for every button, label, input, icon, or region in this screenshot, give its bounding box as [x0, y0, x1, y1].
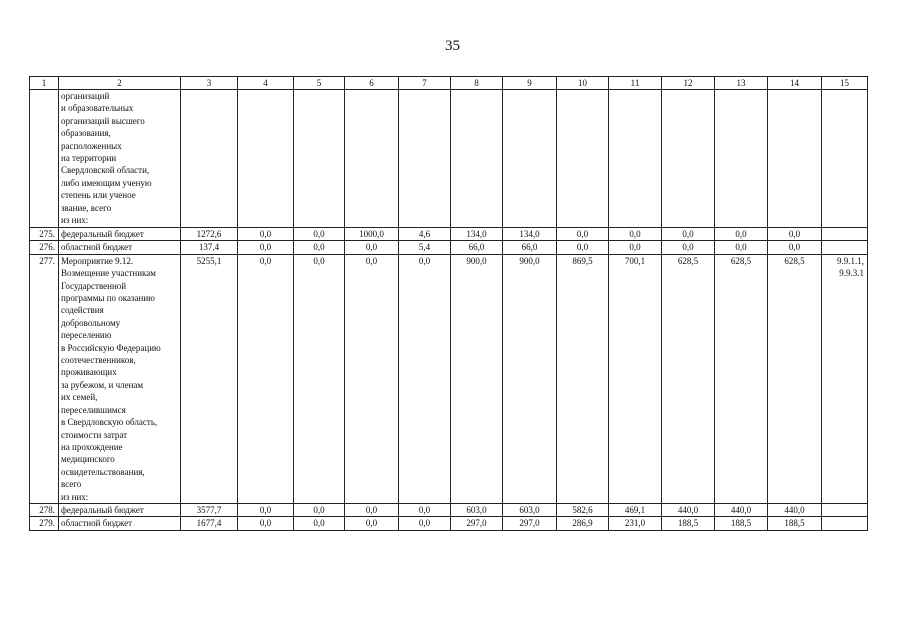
row-value: 0,0: [294, 228, 345, 241]
column-header: 2: [59, 77, 181, 90]
row-description: организаций и образовательных организаций высшего образования, расположенных на территории Свердловской области, либо имеющим ученую степень или ученое звание, всего из них:: [59, 90, 181, 228]
row-value: 900,0: [451, 254, 503, 503]
row-value: [451, 90, 503, 228]
row-description: федеральный бюджет: [59, 503, 181, 516]
row-value: 0,0: [715, 228, 768, 241]
row-value: [557, 90, 609, 228]
row-value: 0,0: [609, 241, 662, 254]
row-value: 297,0: [451, 517, 503, 530]
row-value: 4,6: [399, 228, 451, 241]
row-number: 275.: [30, 228, 59, 241]
row-value: [503, 90, 557, 228]
row-value: 3577,7: [181, 503, 238, 516]
row-value: 0,0: [715, 241, 768, 254]
row-value: 0,0: [294, 241, 345, 254]
row-value: 0,0: [345, 254, 399, 503]
row-description: федеральный бюджет: [59, 228, 181, 241]
row-value: 0,0: [399, 503, 451, 516]
row-value: 137,4: [181, 241, 238, 254]
row-value: 869,5: [557, 254, 609, 503]
row-value: 5255,1: [181, 254, 238, 503]
row-value: 0,0: [557, 241, 609, 254]
row-value: 700,1: [609, 254, 662, 503]
row-value: 134,0: [451, 228, 503, 241]
row-number: 278.: [30, 503, 59, 516]
row-value: 66,0: [451, 241, 503, 254]
row-value: 1000,0: [345, 228, 399, 241]
column-header: 15: [822, 77, 868, 90]
row-number: 277.: [30, 254, 59, 503]
row-value: [662, 90, 715, 228]
budget-table: [29, 76, 868, 531]
row-value: 0,0: [345, 241, 399, 254]
table-row: [30, 228, 868, 241]
row-value: 134,0: [503, 228, 557, 241]
row-value: 0,0: [238, 241, 294, 254]
column-header: 8: [451, 77, 503, 90]
row-value: 0,0: [609, 228, 662, 241]
row-number: 276.: [30, 241, 59, 254]
row-value: 0,0: [238, 254, 294, 503]
row-value: 0,0: [294, 517, 345, 530]
table-row: [30, 241, 868, 254]
row-value: [238, 90, 294, 228]
column-header: 13: [715, 77, 768, 90]
row-value: 628,5: [662, 254, 715, 503]
table-row: [30, 90, 868, 228]
row-value: 1677,4: [181, 517, 238, 530]
column-header: 3: [181, 77, 238, 90]
row-value: 0,0: [238, 517, 294, 530]
row-value: 900,0: [503, 254, 557, 503]
row-value: 628,5: [715, 254, 768, 503]
row-value: 66,0: [503, 241, 557, 254]
row-value: [345, 90, 399, 228]
row-value: 0,0: [557, 228, 609, 241]
table-row: [30, 254, 868, 503]
row-reference: 9.9.1.1, 9.9.3.1: [822, 254, 868, 503]
table-row: [30, 517, 868, 530]
row-value: 188,5: [662, 517, 715, 530]
column-header: 14: [768, 77, 822, 90]
row-value: 5,4: [399, 241, 451, 254]
row-value: 286,9: [557, 517, 609, 530]
row-description: Мероприятие 9.12. Возмещение участникам Государственной программы по оказанию содействия добровольному переселению в Российскую Федерацию соотечественников, проживающих за рубежом, и членам их семей, переселившимся в Свердловскую область, стоимости затрат на прохождение медицинского освидетельствования, всего из них:: [59, 254, 181, 503]
row-value: 603,0: [451, 503, 503, 516]
row-value: 582,6: [557, 503, 609, 516]
row-value: [181, 90, 238, 228]
row-value: 0,0: [768, 228, 822, 241]
row-value: [294, 90, 345, 228]
column-header: 11: [609, 77, 662, 90]
table-row: [30, 503, 868, 516]
row-value: [768, 90, 822, 228]
row-value: 188,5: [715, 517, 768, 530]
row-value: 1272,6: [181, 228, 238, 241]
row-value: 440,0: [768, 503, 822, 516]
row-reference: [822, 241, 868, 254]
row-value: 603,0: [503, 503, 557, 516]
row-value: 0,0: [399, 517, 451, 530]
row-value: 0,0: [399, 254, 451, 503]
row-value: 0,0: [345, 503, 399, 516]
page-number: 35: [445, 38, 460, 54]
row-value: 0,0: [345, 517, 399, 530]
row-description: областной бюджет: [59, 241, 181, 254]
row-value: [609, 90, 662, 228]
row-description: областной бюджет: [59, 517, 181, 530]
row-value: 440,0: [662, 503, 715, 516]
column-header: 6: [345, 77, 399, 90]
column-header: 4: [238, 77, 294, 90]
row-value: 0,0: [662, 228, 715, 241]
row-value: 0,0: [768, 241, 822, 254]
column-header: 5: [294, 77, 345, 90]
row-value: 297,0: [503, 517, 557, 530]
row-number: 279.: [30, 517, 59, 530]
row-value: 0,0: [294, 503, 345, 516]
row-value: 231,0: [609, 517, 662, 530]
row-value: 188,5: [768, 517, 822, 530]
row-value: 0,0: [238, 503, 294, 516]
column-header: 1: [30, 77, 59, 90]
row-number: [30, 90, 59, 228]
row-value: 440,0: [715, 503, 768, 516]
column-number-header-row: [30, 77, 868, 90]
row-reference: [822, 90, 868, 228]
column-header: 10: [557, 77, 609, 90]
column-header: 9: [503, 77, 557, 90]
row-value: [715, 90, 768, 228]
row-value: 0,0: [662, 241, 715, 254]
row-reference: [822, 228, 868, 241]
row-value: 469,1: [609, 503, 662, 516]
row-reference: [822, 517, 868, 530]
row-value: 0,0: [238, 228, 294, 241]
row-reference: [822, 503, 868, 516]
row-value: 628,5: [768, 254, 822, 503]
row-value: 0,0: [294, 254, 345, 503]
column-header: 12: [662, 77, 715, 90]
row-value: [399, 90, 451, 228]
column-header: 7: [399, 77, 451, 90]
